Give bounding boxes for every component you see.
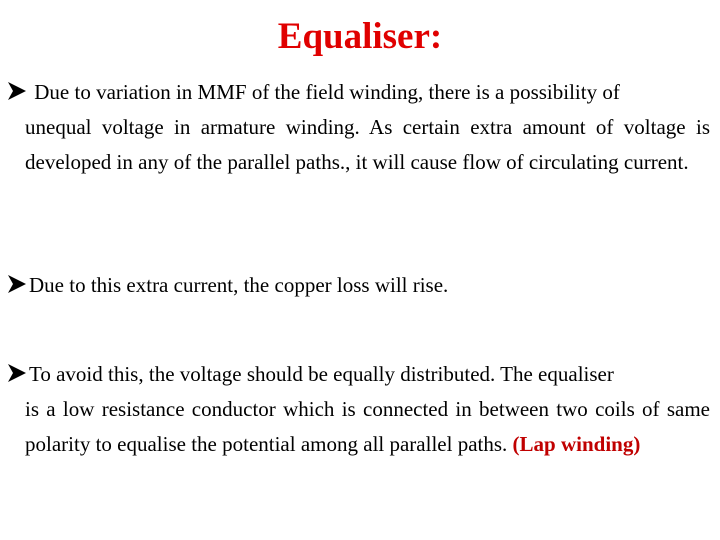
bullet-item — [7, 357, 710, 462]
bullet-text: Due to variation in MMF of the field winding, there is a possibility of — [29, 80, 620, 104]
arrow-bullet-icon — [7, 75, 29, 110]
slide-title: Equaliser: — [277, 16, 443, 57]
bullet-text: Due to this extra current, the copper loss will rise. — [29, 273, 449, 297]
arrow-bullet-icon — [7, 357, 29, 392]
bullet-item — [7, 75, 710, 180]
bullet-continuation: unequal voltage in armature winding. As certain extra amount of voltage is developed in any of the parallel paths., it will cause flow of circulating current. — [25, 115, 710, 174]
bullet-item — [7, 268, 710, 303]
bullet-text: To avoid this, the voltage should be equally distributed. The equaliser — [29, 362, 614, 386]
bullet-continuation: is a low resistance conductor which is connected in between two coils of same polarity to equalise the potential among all parallel paths. — [25, 397, 710, 456]
arrow-bullet-icon — [7, 268, 29, 303]
lap-winding-highlight: (Lap winding) — [512, 432, 641, 456]
